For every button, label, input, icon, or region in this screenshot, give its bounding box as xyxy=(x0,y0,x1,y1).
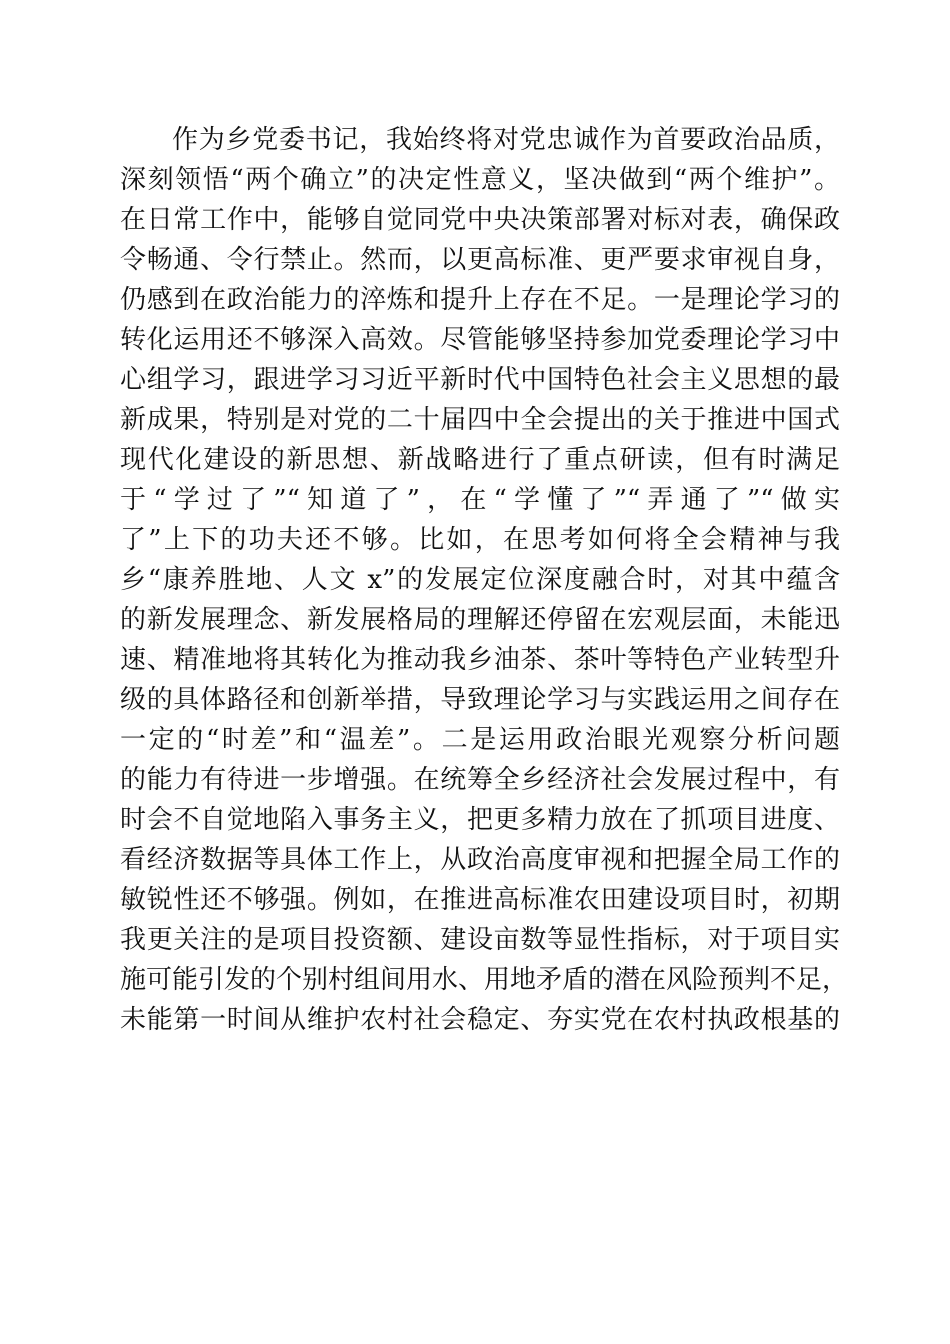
text-line: 未能第一时间从维护农村社会稳定、夯实党在农村执政根基的 xyxy=(120,1005,840,1035)
text-line: 级的具体路径和创新举措，导致理论学习与实践运用之间存在 xyxy=(120,685,840,715)
text-line: 现代化建设的新思想、新战略进行了重点研读，但有时满足 xyxy=(120,445,840,475)
text-line: 于“学过了”“知道了”，在“学懂了”“弄通了”“做实 xyxy=(120,485,840,515)
text-line: 在日常工作中，能够自觉同党中央决策部署对标对表，确保政 xyxy=(120,205,840,235)
body-paragraph xyxy=(120,120,849,1040)
text-line: 作为乡党委书记，我始终将对党忠诚作为首要政治品质， xyxy=(172,125,840,155)
text-line: 速、精准地将其转化为推动我乡油茶、茶叶等特色产业转型升 xyxy=(120,645,840,675)
text-line: 心组学习，跟进学习习近平新时代中国特色社会主义思想的最 xyxy=(120,365,840,395)
text-line: 乡“康养胜地、人文 x”的发展定位深度融合时，对其中蕴含 xyxy=(120,565,840,595)
text-line: 的新发展理念、新发展格局的理解还停留在宏观层面，未能迅 xyxy=(120,605,840,635)
text-line: 时会不自觉地陷入事务主义，把更多精力放在了抓项目进度、 xyxy=(120,805,840,835)
text-line: 新成果，特别是对党的二十届四中全会提出的关于推进中国式 xyxy=(120,405,840,435)
text-line: 深刻领悟“两个确立”的决定性意义，坚决做到“两个维护”。 xyxy=(120,165,840,195)
text-line: 我更关注的是项目投资额、建设亩数等显性指标，对于项目实 xyxy=(120,925,840,955)
text-line: 仍感到在政治能力的淬炼和提升上存在不足。一是理论学习的 xyxy=(120,285,840,315)
text-line: 转化运用还不够深入高效。尽管能够坚持参加党委理论学习中 xyxy=(120,325,840,355)
text-line: 了”上下的功夫还不够。比如，在思考如何将全会精神与我 xyxy=(120,525,840,555)
text-line: 的能力有待进一步增强。在统筹全乡经济社会发展过程中，有 xyxy=(120,765,840,795)
text-line: 施可能引发的个别村组间用水、用地矛盾的潜在风险预判不足， xyxy=(120,965,849,995)
text-line: 敏锐性还不够强。例如，在推进高标准农田建设项目时，初期 xyxy=(120,885,840,915)
text-line: 一定的“时差”和“温差”。二是运用政治眼光观察分析问题 xyxy=(120,725,840,755)
text-line: 令畅通、令行禁止。然而，以更高标准、更严要求审视自身， xyxy=(120,245,840,275)
text-line: 看经济数据等具体工作上，从政治高度审视和把握全局工作的 xyxy=(120,845,840,875)
